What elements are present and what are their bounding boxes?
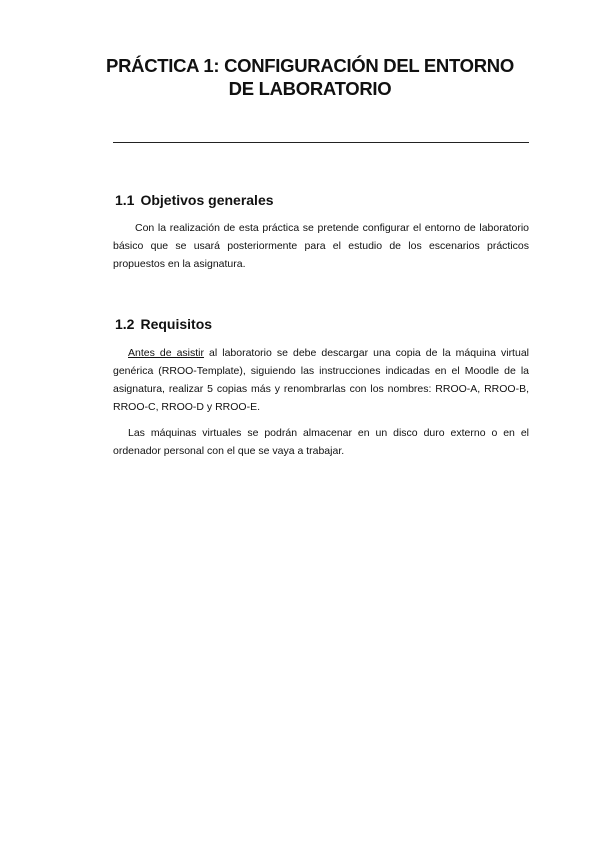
title-divider <box>113 142 529 143</box>
section-heading-requisitos <box>115 317 212 331</box>
paragraph-requisitos-almacenamiento: Las máquinas virtuales se podrán almacenar en un disco duro externo o en el ordenador personal con el que se vaya a trabajar. <box>113 427 529 457</box>
underlined-emphasis: Antes de asistir <box>128 347 205 359</box>
section-title: Objetivos generales <box>140 192 274 208</box>
paragraph-text: al laboratorio se debe descargar una copia de la máquina virtual genérica (RROO-Template), siguiendo las instrucciones indicadas en el Moodle de la asignatura, realizar 5 copias más y renombrarlas con los nombres: RROO-A, RROO-B, RROO-C, RROO-D y RROO-E. <box>113 347 529 413</box>
document-title-line-2: DE LABORATORIO <box>228 78 392 99</box>
section-number: 1.2 <box>115 316 135 332</box>
paragraph-objetivos: Con la realización de esta práctica se pretende configurar el entorno de laboratorio básico que se usará posteriormente para el estudio de los escenarios prácticos propuestos en la asignatura. <box>113 222 529 270</box>
section-heading-objetivos <box>115 193 274 207</box>
section-title: Requisitos <box>140 316 213 332</box>
section-number: 1.1 <box>115 192 135 208</box>
document-title-line-1: PRÁCTICA 1: CONFIGURACIÓN DEL ENTORNO <box>106 55 514 76</box>
paragraph-requisitos-descarga <box>113 344 529 416</box>
